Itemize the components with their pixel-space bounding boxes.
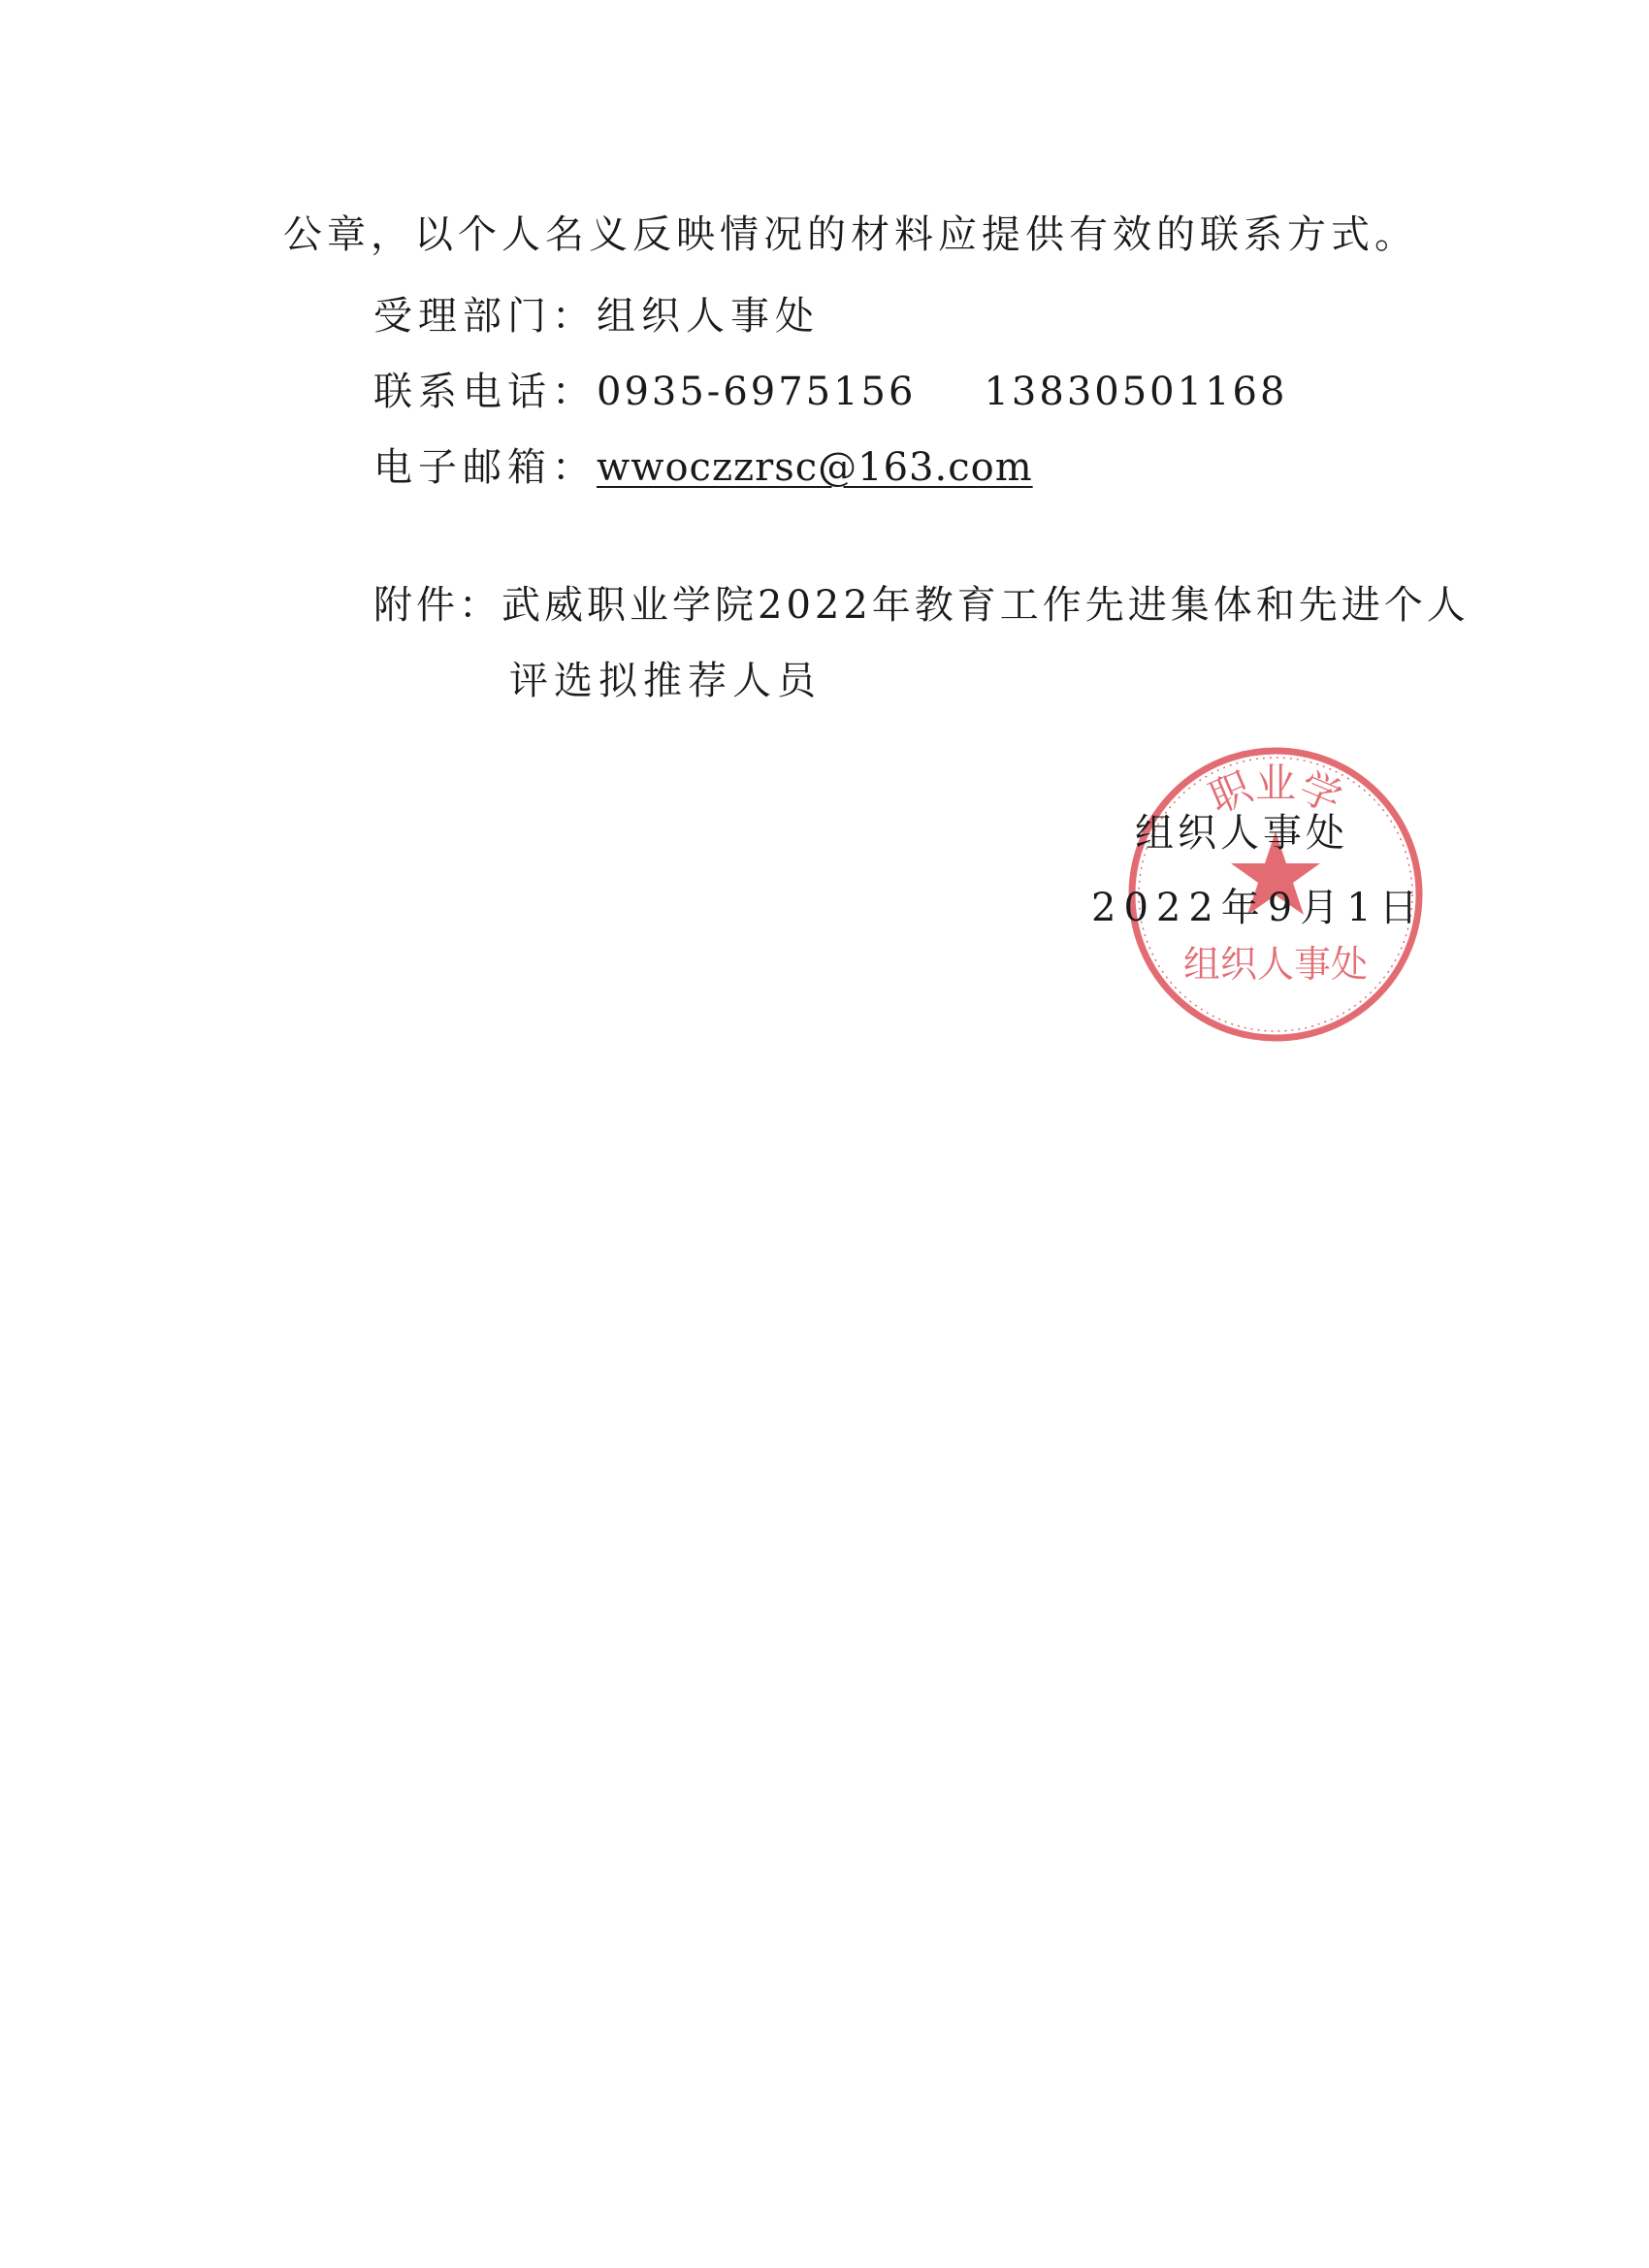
seal-top-text: 职业学 <box>1202 760 1349 823</box>
department-label: 受理部门： <box>373 294 597 339</box>
phone-number-2: 13830501168 <box>984 370 1288 414</box>
attachment-line <box>373 582 1470 629</box>
body-line-contact-requirement: 公章，以个人名义反映情况的材料应提供有效的联系方式。 <box>283 212 1418 257</box>
attachment-label: 附件： <box>373 583 501 628</box>
phone-number-1: 0935-6975156 <box>597 370 917 414</box>
signature-date: 2022年9月1日 <box>1091 886 1426 930</box>
department-value: 组织人事处 <box>597 294 820 339</box>
attachment-title-part1: 武威职业学院2022年教育工作先进集体和先进个人 <box>501 583 1470 628</box>
email-line <box>373 444 1033 491</box>
department-line <box>373 293 820 340</box>
seal-bottom-text: 组织人事处 <box>1182 943 1369 986</box>
attachment-title-part2: 评选拟推荐人员 <box>509 659 822 703</box>
signature-organization: 组织人事处 <box>1135 811 1348 856</box>
email-label: 电子邮箱： <box>373 445 597 490</box>
email-link[interactable]: wwoczzrsc@163.com <box>597 445 1033 490</box>
phone-label: 联系电话： <box>373 370 597 414</box>
phone-line <box>373 369 1287 415</box>
